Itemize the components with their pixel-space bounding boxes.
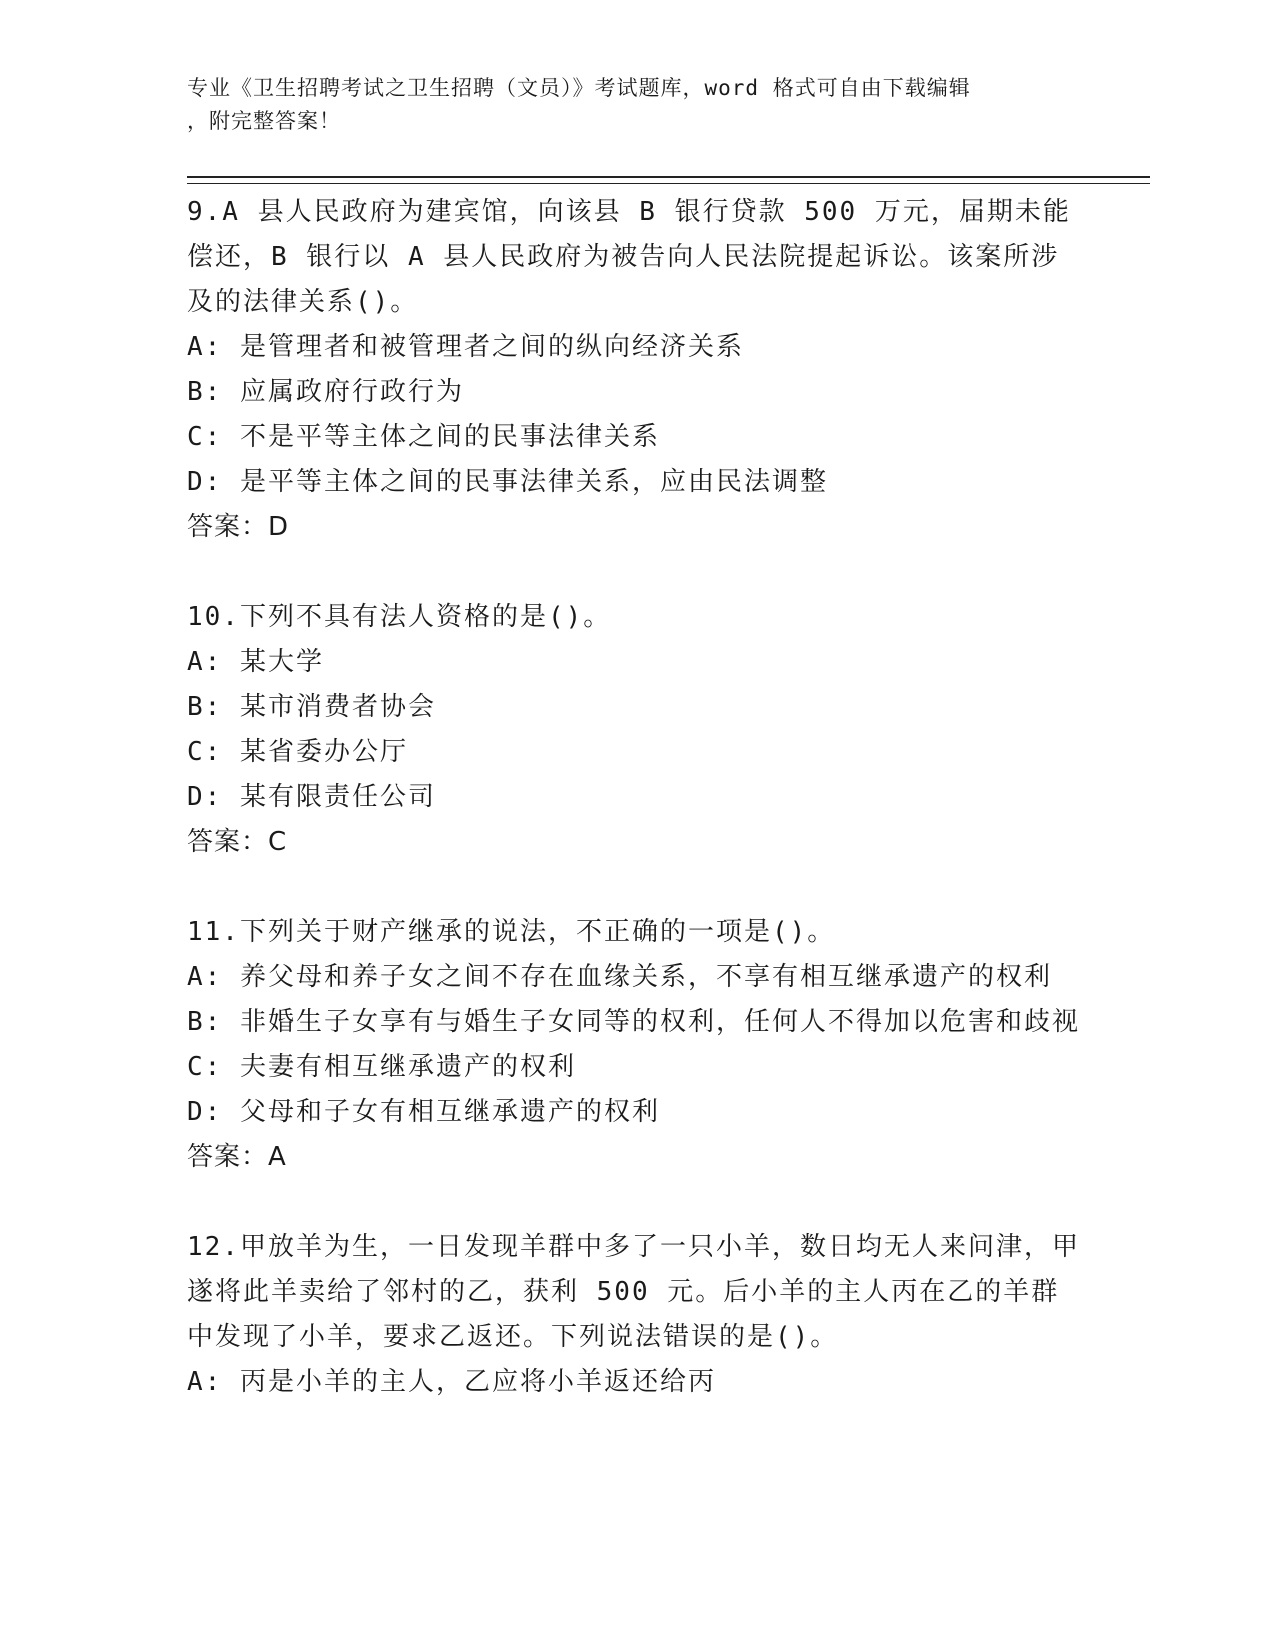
- question-stem: 9.A 县人民政府为建宾馆，向该县 B 银行贷款 500 万元，届期未能偿还，B 银行以 A 县人民政府为被告向人民法院提起诉讼。该案所涉及的法律关系()。: [187, 197, 1071, 317]
- question-list: [187, 190, 1087, 1405]
- option-a: A: 是管理者和被管理者之间的纵向经济关系: [187, 332, 744, 362]
- question-stem: 12.甲放羊为生，一日发现羊群中多了一只小羊，数日均无人来问津，甲遂将此羊卖给了邻村的乙，获利 500 元。后小羊的主人丙在乙的羊群中发现了小羊，要求乙返还。下列说法错误的是()。: [187, 1232, 1080, 1352]
- answer-line: 答案：D: [187, 512, 290, 542]
- spacer: [187, 865, 1087, 910]
- option-a: A: 丙是小羊的主人，乙应将小羊返还给丙: [187, 1367, 716, 1397]
- answer-line: 答案：C: [187, 827, 288, 857]
- question-12: [187, 1225, 1087, 1405]
- option-a: A: 养父母和养子女之间不存在血缘关系，不享有相互继承遗产的权利: [187, 962, 1052, 992]
- option-d: D: 是平等主体之间的民事法律关系，应由民法调整: [187, 467, 828, 497]
- option-d: D: 某有限责任公司: [187, 782, 436, 812]
- header-divider-thick: [187, 176, 1150, 178]
- option-c: C: 某省委办公厅: [187, 737, 408, 767]
- option-b: B: 某市消费者协会: [187, 692, 436, 722]
- option-b: B: 应属政府行政行为: [187, 377, 464, 407]
- question-stem: 10.下列不具有法人资格的是()。: [187, 602, 612, 632]
- option-c: C: 不是平等主体之间的民事法律关系: [187, 422, 660, 452]
- header-divider-thin: [187, 183, 1150, 184]
- option-d: D: 父母和子女有相互继承遗产的权利: [187, 1097, 660, 1127]
- question-11: [187, 910, 1087, 1180]
- spacer: [187, 1180, 1087, 1225]
- spacer: [187, 550, 1087, 595]
- answer-line: 答案：A: [187, 1142, 287, 1172]
- question-9: [187, 190, 1087, 550]
- question-stem: 11.下列关于财产继承的说法，不正确的一项是()。: [187, 917, 836, 947]
- option-c: C: 夫妻有相互继承遗产的权利: [187, 1052, 576, 1082]
- option-a: A: 某大学: [187, 647, 324, 677]
- option-b: B: 非婚生子女享有与婚生子女同等的权利，任何人不得加以危害和歧视: [187, 1007, 1080, 1037]
- question-10: [187, 595, 1087, 865]
- document-header: 专业《卫生招聘考试之卫生招聘（文员）》考试题库，word 格式可自由下载编辑 ，附完整答案！: [187, 76, 971, 133]
